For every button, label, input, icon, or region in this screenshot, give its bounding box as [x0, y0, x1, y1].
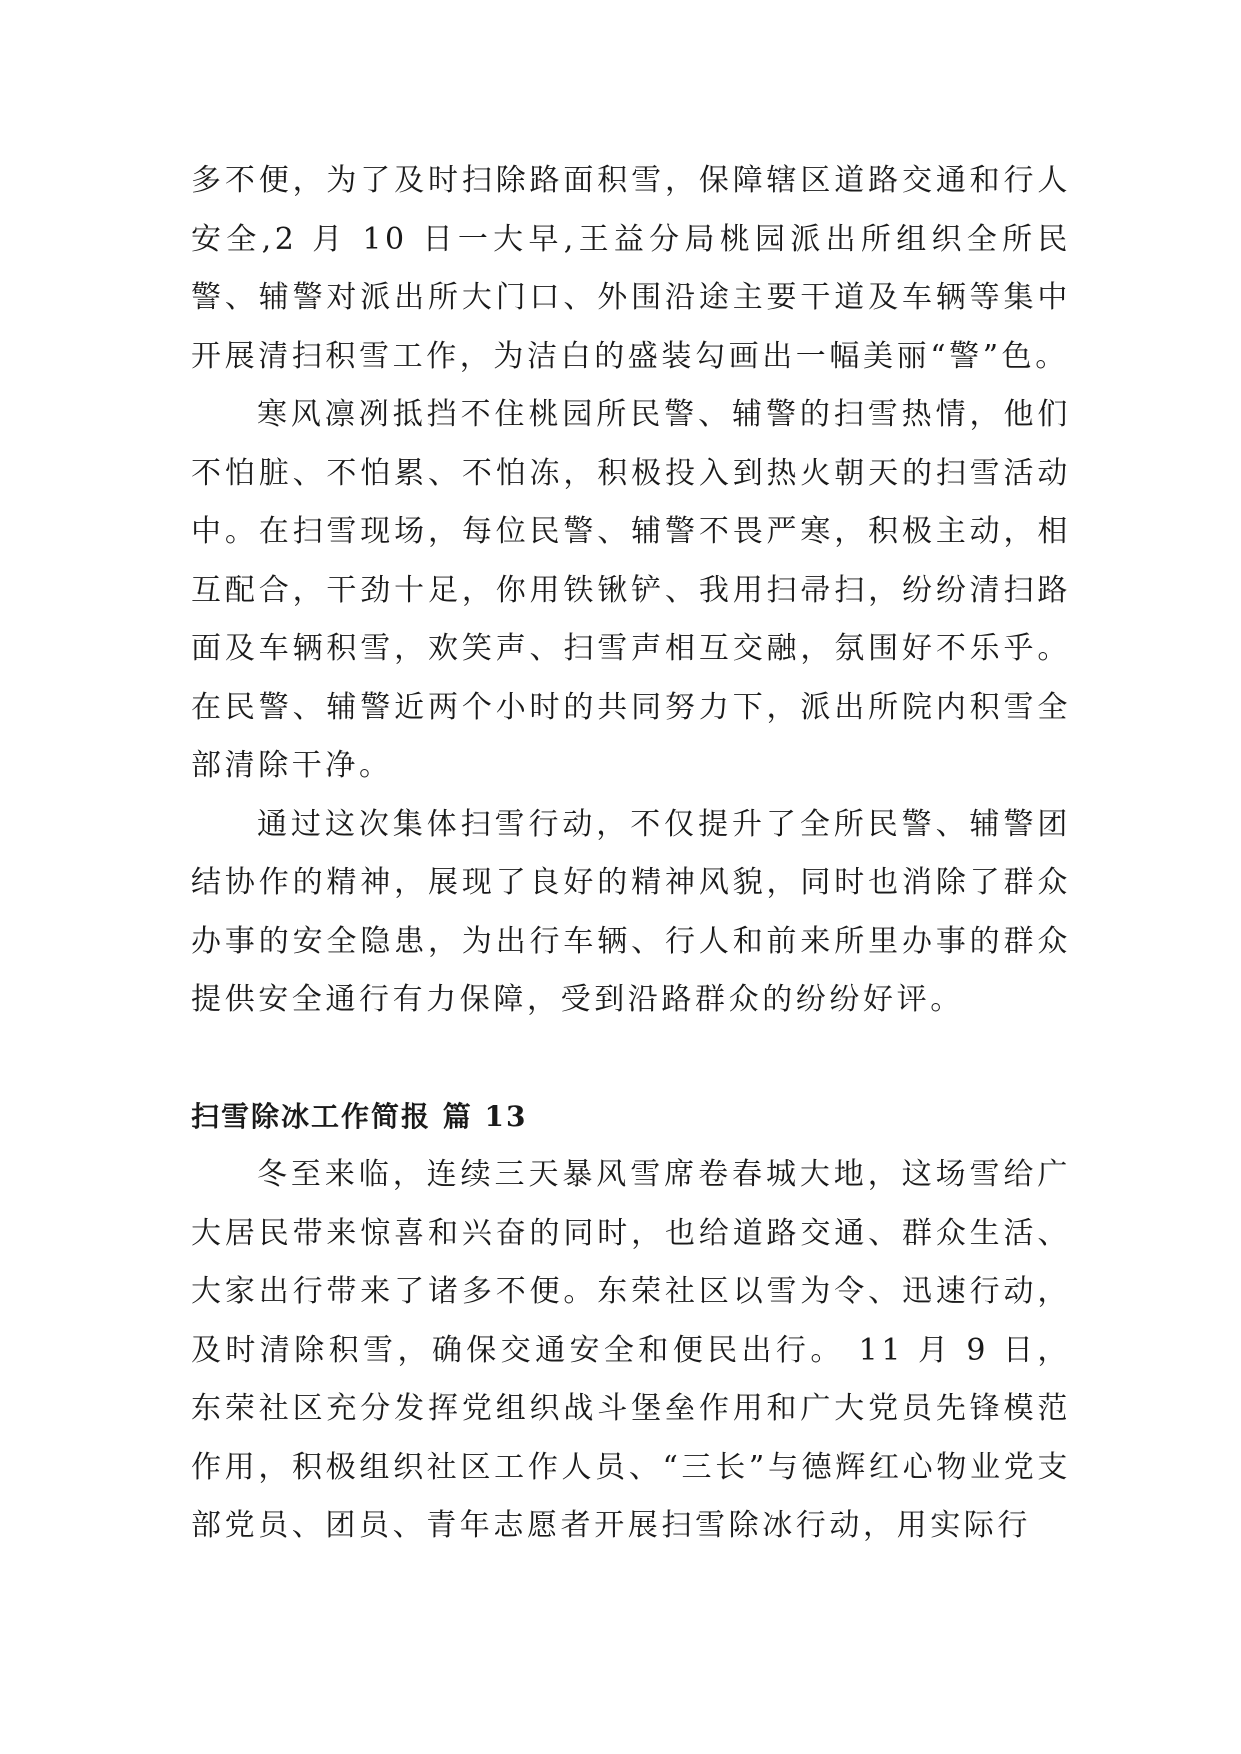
- document-body: [191, 152, 1071, 1556]
- paragraph-continuation: 多不便，为了及时扫除路面积雪，保障辖区道路交通和行人安全,2 月 10 日一大早,王益分局桃园派出所组织全所民警、辅警对派出所大门口、外围沿途主要干道及车辆等集中开展清扫积雪工作，为洁白的盛装勾画出一幅美丽“警”色。: [191, 163, 1071, 374]
- paragraph-snow-sweeping-scene: 寒风凛冽抵挡不住桃园所民警、辅警的扫雪热情，他们不怕脏、不怕累、不怕冻，积极投入到热火朝天的扫雪活动中。在扫雪现场，每位民警、辅警不畏严寒，积极主动，相互配合，干劲十足，你用铁锹铲、我用扫帚扫，纷纷清扫路面及车辆积雪，欢笑声、扫雪声相互交融，氛围好不乐乎。在民警、辅警近两个小时的共同努力下，派出所院内积雪全部清除干净。: [191, 397, 1071, 783]
- paragraph-section-13-intro: 冬至来临，连续三天暴风雪席卷春城大地，这场雪给广大居民带来惊喜和兴奋的同时，也给道路交通、群众生活、大家出行带来了诸多不便。东荣社区以雪为令、迅速行动，及时清除积雪，确保交通安全和便民出行。 11 月 9 日，东荣社区充分发挥党组织战斗堡垒作用和广大党员先锋模范作用，积极组织社区工作人员、“三长”与德辉红心物业党支部党员、团员、青年志愿者开展扫雪除冰行动，用实际行: [191, 1157, 1071, 1543]
- section-heading: 扫雪除冰工作简报 篇 13: [191, 1099, 528, 1133]
- paragraph-activity-result: 通过这次集体扫雪行动，不仅提升了全所民警、辅警团结协作的精神，展现了良好的精神风貌，同时也消除了群众办事的安全隐患，为出行车辆、行人和前来所里办事的群众提供安全通行有力保障，受到沿路群众的纷纷好评。: [191, 806, 1071, 1017]
